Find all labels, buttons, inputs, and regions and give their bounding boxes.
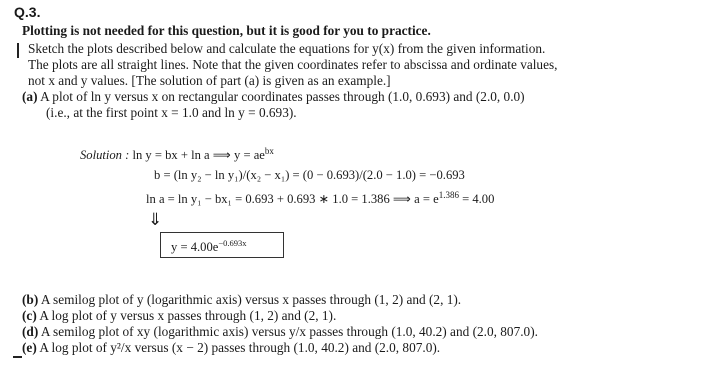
part-d [22,324,538,340]
part-e-text: A log plot of y²/x versus (x − 2) passes through (1.0, 40.2) and (2.0, 807.0). [39,340,441,355]
part-c-label: (c) [22,308,37,323]
result-equation [171,238,247,255]
result-base: y = 4.00e [171,240,219,255]
part-d-label: (d) [22,324,39,339]
result-exponent: −0.693x [218,238,247,248]
equation-3-exponent: 1.386 [438,190,459,200]
equation-1-exponent: bx [264,146,274,156]
part-c [22,308,336,324]
result-box [160,232,284,258]
part-c-text: A log plot of y versus x passes through (1, 2) and (2, 1). [39,308,337,323]
intro-line-3: not x and y values. [The solution of part (a) is given as an example.] [28,73,391,88]
underline-mark [13,356,22,358]
part-d-text: A semilog plot of xy (logarithmic axis) versus y/x passes through (1.0, 40.2) and (2.0, 807.0). [40,324,538,339]
equation-1: ln y = bx + ln a ⟹ y = ae [132,148,265,163]
part-e [22,340,440,356]
question-note: Plotting is not needed for this question, but it is good for you to practice. [22,23,431,38]
equation-3-tail: = 4.00 [458,192,495,207]
part-a-statement: A plot of ln y versus x on rectangular coordinates passes through (1.0, 0.693) and (2.0, 0.0) [40,89,525,104]
part-b-text: A semilog plot of y (logarithmic axis) versus x passes through (1, 2) and (2, 1). [40,292,462,307]
part-a-text-1 [22,89,525,105]
equation-2: b = (ln y₂ − ln y₁)/(x₂ − x₁) = (0 − 0.693)/(2.0 − 1.0) = −0.693 [154,168,465,182]
equation-3: ln a = ln y₁ − bx₁ = 0.693 + 0.693 ∗ 1.0 = 1.386 ⟹ a = e [146,192,439,207]
part-a-label: (a) [22,89,38,104]
down-arrow-icon: ⇓ [148,210,163,229]
intro-line-2: The plots are all straight lines. Note that the given coordinates refer to abscissa and ordinate values, [28,57,558,72]
solution-line-1 [80,146,274,163]
part-a-text-2: (i.e., at the first point x = 1.0 and ln y = 0.693). [46,105,297,120]
part-e-label: (e) [22,340,37,355]
intro-line-1: Sketch the plots described below and calculate the equations for y(x) from the given information. [28,41,546,56]
question-number: Q.3. [14,4,41,20]
part-b [22,292,461,308]
left-margin-bar [17,43,19,58]
part-b-label: (b) [22,292,39,307]
solution-line-3 [146,190,494,207]
solution-label: Solution : [80,148,130,163]
